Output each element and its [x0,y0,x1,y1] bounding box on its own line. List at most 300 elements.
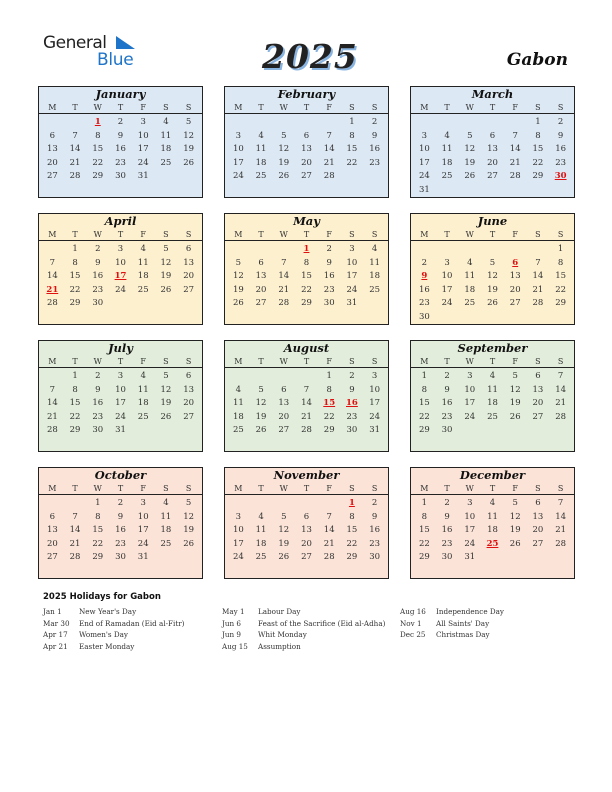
day-cell: 3 [117,244,124,254]
empty-cell [295,497,318,511]
day-cell: 19 [278,157,290,168]
weekday-label: S [163,103,169,112]
day-cell: 6 [281,384,287,395]
day-cell: 26 [278,171,290,182]
day-cell: 23 [92,284,104,295]
day-cell: 25 [255,171,267,182]
day-cell: 2 [326,244,332,254]
weekday-label: S [349,230,355,239]
day-cell: 1 [349,117,355,127]
day-cell: 8 [326,384,332,395]
day-cell: 10 [369,384,381,395]
day-cell: 31 [464,552,476,563]
day-cell: 9 [95,384,101,395]
empty-cell [227,497,250,511]
weekday-label: T [489,484,496,493]
day-cell: 18 [255,538,267,549]
day-cell: 19 [509,398,521,409]
day-cell: 13 [301,525,312,536]
weekday-label: S [535,103,541,112]
day-cell: 13 [301,144,312,155]
day-cell: 23 [441,538,453,549]
day-cell: 21 [69,157,81,168]
day-cell: 25 [464,298,476,309]
day-cell: 1 [326,371,332,381]
day-cell: 5 [163,244,169,254]
weekday-header [39,101,202,114]
empty-cell [41,497,64,511]
weekday-label: S [535,230,541,239]
day-cell: 29 [418,425,430,436]
day-cell: 16 [115,144,126,155]
weekday-label: T [444,484,450,493]
weekday-label: M [234,357,243,366]
day-cell: 29 [92,552,104,563]
day-cell: 23 [92,411,104,422]
holiday-name: Assumption [258,642,301,652]
day-cell: 10 [346,257,358,268]
day-cell: 12 [464,144,476,155]
weekday-label: M [48,484,57,493]
weekday-label: M [420,357,429,366]
weekday-label: T [489,230,496,239]
logo-text-general: General [43,33,107,53]
day-cell: 22 [418,411,430,422]
day-cell: 17 [369,398,381,409]
holiday-date: Jan 1 [43,607,62,616]
weekday-label: T [117,103,124,112]
day-cell: 1 [421,371,428,381]
weekday-header [39,482,202,495]
day-cell: 9 [371,511,378,522]
month-october [38,467,203,579]
day-cell: 28 [69,171,81,182]
weekday-label: W [93,103,102,112]
day-cell: 23 [346,411,358,422]
day-cell: 23 [555,157,567,168]
day-cell: 6 [49,511,56,522]
empty-cell [250,370,273,384]
day-cell: 6 [535,371,541,381]
weekday-label: W [279,484,288,493]
day-cell: 3 [117,371,124,381]
day-cell: 10 [441,271,453,282]
day-cell: 4 [235,384,242,395]
weekday-label: S [557,230,564,239]
day-cell: 7 [326,130,332,141]
day-cell: 26 [509,538,521,549]
day-cell: 15 [69,398,81,409]
day-cell: 9 [117,130,124,141]
weekday-label: T [117,230,124,239]
holiday-name: Whit Monday [258,630,307,640]
holiday-name: Easter Monday [79,642,135,652]
logo-text-blue: Blue [97,50,134,70]
empty-cell [295,116,318,130]
month-title: March [471,87,514,101]
day-cell: 24 [464,411,476,422]
day-cell: 30 [92,425,104,436]
day-cell: 1 [72,371,78,381]
month-title: January [95,87,146,101]
weekday-label: T [303,103,310,112]
weekday-label: S [557,484,564,493]
day-cell: 2 [117,117,124,127]
day-cell: 12 [160,384,172,395]
holiday-item [43,618,184,630]
day-cell: 19 [183,525,195,536]
day-cell: 27 [509,298,521,309]
weekday-label: W [279,357,288,366]
day-cell: 15 [301,271,312,282]
weekday-label: S [371,103,378,112]
day-cell: 5 [235,257,242,268]
empty-cell [227,370,250,384]
weekday-header [411,482,574,495]
day-cell: 6 [185,371,192,381]
weekday-header [39,228,202,241]
month-april [38,213,203,325]
day-cell: 28 [69,552,81,563]
holiday-date: Mar 30 [43,618,70,628]
general-blue-logo [43,33,138,73]
day-cell: 10 [464,384,476,395]
day-cell: 24 [369,411,381,422]
day-cell: 18 [137,398,149,409]
day-cell: 27 [301,171,312,182]
day-cell: 3 [467,371,473,381]
empty-cell [41,370,64,384]
day-cell: 26 [255,425,267,436]
weekday-label: W [465,230,474,239]
day-grid [39,241,202,311]
holiday-day-cell: 30 [554,171,567,182]
day-cell: 18 [160,144,172,155]
day-cell: 29 [301,298,312,309]
day-cell: 17 [441,284,453,295]
day-cell: 12 [160,257,172,268]
day-grid [225,241,388,311]
day-cell: 10 [137,130,149,141]
day-cell: 12 [255,398,267,409]
day-cell: 19 [509,525,521,536]
day-cell: 8 [95,511,101,522]
day-cell: 28 [301,425,312,436]
day-cell: 14 [46,398,58,409]
day-cell: 30 [441,425,453,436]
day-cell: 27 [278,425,290,436]
day-cell: 25 [369,284,381,295]
empty-cell [458,116,481,130]
day-cell: 22 [532,157,544,168]
day-cell: 12 [509,511,521,522]
day-cell: 13 [183,257,195,268]
weekday-label: M [234,230,243,239]
empty-cell [64,497,87,511]
day-cell: 5 [281,511,287,522]
weekday-label: W [279,230,288,239]
day-cell: 6 [49,130,56,141]
day-cell: 2 [371,117,378,127]
day-cell: 4 [258,130,264,141]
day-cell: 11 [137,257,149,268]
day-cell: 7 [326,511,332,522]
empty-cell [250,116,273,130]
empty-cell [295,370,318,384]
month-title: September [457,341,528,355]
day-cell: 17 [115,398,126,409]
day-cell: 7 [512,130,518,141]
day-cell: 20 [183,398,195,409]
day-cell: 9 [326,257,332,268]
day-cell: 16 [115,525,126,536]
holiday-list-title: 2025 Holidays for Gabon [43,592,161,602]
holiday-column [43,606,184,653]
day-cell: 30 [441,552,453,563]
day-cell: 4 [140,244,146,254]
day-cell: 5 [163,371,169,381]
weekday-header [411,228,574,241]
day-grid [39,114,202,184]
holiday-date: Jun 9 [222,630,241,640]
day-cell: 24 [115,284,126,295]
day-cell: 4 [371,244,378,254]
day-cell: 25 [137,284,149,295]
day-cell: 15 [92,144,104,155]
day-cell: 31 [137,552,149,563]
day-cell: 5 [512,371,518,381]
day-cell: 24 [346,284,358,295]
empty-cell [481,243,504,257]
day-cell: 20 [532,398,544,409]
day-cell: 23 [418,298,430,309]
weekday-header [225,482,388,495]
empty-cell [318,116,341,130]
day-cell: 21 [323,538,335,549]
day-cell: 16 [92,271,104,282]
weekday-label: T [303,484,310,493]
day-cell: 27 [46,552,58,563]
day-cell: 11 [137,384,149,395]
day-grid [411,114,574,198]
day-cell: 9 [117,511,124,522]
day-cell: 14 [323,144,335,155]
day-cell: 20 [301,157,312,168]
weekday-label: M [420,103,429,112]
day-cell: 28 [46,425,58,436]
day-cell: 1 [95,498,101,508]
day-cell: 13 [509,271,521,282]
day-cell: 24 [232,171,244,182]
holiday-day-cell: 1 [348,498,355,508]
day-cell: 29 [555,298,567,309]
weekday-label: S [185,103,192,112]
holiday-date: Nov 1 [400,618,422,628]
day-cell: 2 [349,371,355,381]
month-may [224,213,389,325]
month-title: November [273,468,340,482]
day-cell: 19 [160,271,172,282]
weekday-label: T [117,357,124,366]
day-cell: 29 [69,298,81,309]
day-cell: 2 [444,371,450,381]
day-cell: 8 [72,257,78,268]
day-cell: 3 [421,130,428,141]
day-grid [411,368,574,438]
day-cell: 23 [115,538,126,549]
weekday-header [411,355,574,368]
day-cell: 12 [232,271,244,282]
day-cell: 13 [532,511,544,522]
day-cell: 11 [160,511,172,522]
day-cell: 18 [232,411,244,422]
weekday-label: W [279,103,288,112]
day-cell: 20 [46,538,58,549]
weekday-label: T [258,484,264,493]
day-cell: 26 [160,411,172,422]
day-cell: 5 [258,384,264,395]
day-cell: 1 [535,117,541,127]
day-cell: 7 [557,498,564,508]
holiday-date: Apr 21 [43,642,68,652]
day-cell: 5 [185,117,192,127]
day-cell: 27 [183,411,195,422]
day-cell: 16 [418,284,430,295]
holiday-day-cell: 6 [512,257,519,268]
day-cell: 22 [301,284,312,295]
day-cell: 13 [46,144,58,155]
month-title: July [108,341,133,355]
day-cell: 17 [418,157,430,168]
day-cell: 4 [444,130,450,141]
day-cell: 7 [535,257,541,268]
weekday-label: M [420,484,429,493]
empty-cell [318,497,341,511]
day-cell: 20 [278,411,290,422]
day-cell: 6 [185,244,192,254]
day-cell: 4 [140,371,146,381]
month-august [224,340,389,452]
day-cell: 13 [183,384,195,395]
day-cell: 15 [69,271,81,282]
day-cell: 12 [509,384,521,395]
day-cell: 31 [115,425,126,436]
holiday-name: Labour Day [258,607,301,616]
month-title: June [477,214,508,228]
empty-cell [413,243,436,257]
month-february [224,86,389,198]
day-cell: 21 [555,398,567,409]
empty-cell [250,243,273,257]
holiday-day-cell: 25 [486,538,499,549]
day-cell: 17 [232,157,244,168]
day-cell: 25 [487,411,498,422]
day-cell: 24 [137,538,149,549]
empty-cell [527,243,550,257]
day-cell: 30 [346,425,358,436]
day-cell: 11 [160,130,172,141]
day-cell: 29 [323,425,335,436]
holiday-item [43,629,184,641]
day-cell: 19 [464,157,476,168]
empty-cell [458,243,481,257]
day-grid [225,495,388,565]
page-title-year: 2025 [262,37,358,76]
weekday-label: F [326,230,332,239]
day-cell: 14 [301,398,312,409]
day-cell: 14 [69,144,81,155]
day-cell: 9 [349,384,355,395]
day-cell: 25 [232,425,244,436]
day-cell: 10 [418,144,430,155]
month-title: October [94,468,147,482]
day-cell: 11 [487,384,498,395]
weekday-label: T [72,230,78,239]
day-cell: 12 [183,511,195,522]
day-cell: 18 [441,157,453,168]
empty-cell [436,116,459,130]
day-cell: 19 [487,284,498,295]
day-cell: 2 [421,257,428,268]
day-cell: 24 [137,157,149,168]
day-cell: 24 [441,298,453,309]
month-title: April [104,214,137,228]
weekday-header [225,355,388,368]
weekday-label: T [258,103,264,112]
day-cell: 17 [232,538,244,549]
day-cell: 19 [278,538,290,549]
day-cell: 28 [46,298,58,309]
day-cell: 21 [278,284,290,295]
day-cell: 1 [557,244,564,254]
day-cell: 5 [512,498,518,508]
day-cell: 4 [163,117,169,127]
holiday-item [222,641,385,653]
month-july [38,340,203,452]
day-cell: 9 [371,130,378,141]
empty-cell [41,116,64,130]
day-cell: 10 [115,257,126,268]
day-cell: 7 [557,371,564,381]
holiday-item [43,641,184,653]
holiday-columns [43,606,583,656]
day-cell: 2 [557,117,564,127]
day-cell: 20 [532,525,544,536]
day-cell: 23 [441,411,453,422]
day-cell: 26 [232,298,244,309]
weekday-label: T [303,230,310,239]
day-cell: 26 [160,284,172,295]
month-title: February [277,87,336,101]
weekday-label: S [185,484,192,493]
day-cell: 27 [301,552,312,563]
weekday-header [225,228,388,241]
day-cell: 8 [349,511,355,522]
month-title: December [459,468,526,482]
day-cell: 29 [92,171,104,182]
empty-cell [64,116,87,130]
day-cell: 24 [464,538,476,549]
day-cell: 6 [303,511,310,522]
empty-cell [272,243,295,257]
day-cell: 10 [232,525,244,536]
day-cell: 10 [232,144,244,155]
day-cell: 29 [69,425,81,436]
month-january [38,86,203,198]
day-cell: 16 [92,398,104,409]
weekday-label: W [465,357,474,366]
holiday-item [400,618,504,630]
